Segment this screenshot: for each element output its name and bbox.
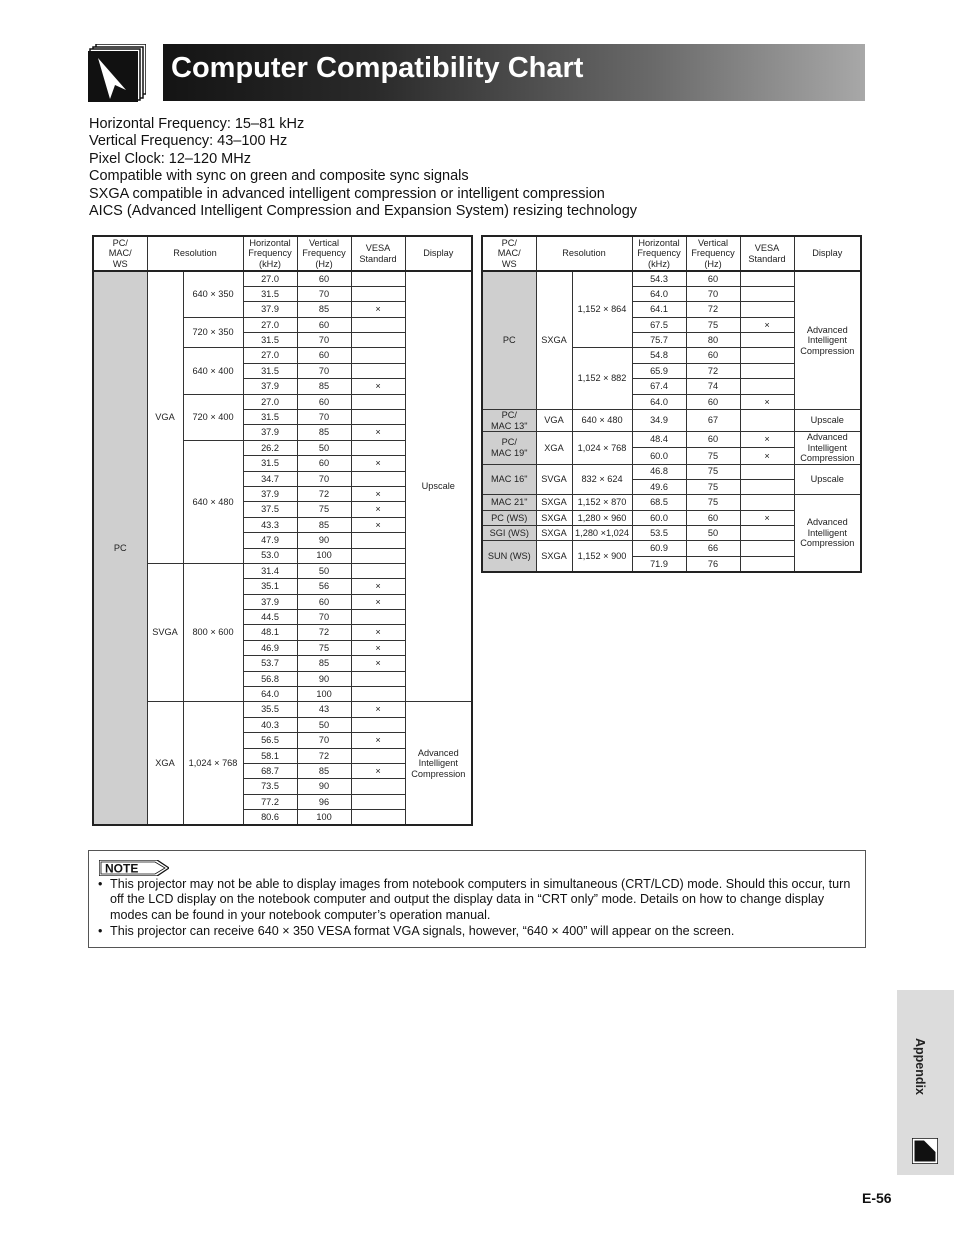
cell-v: 70 [297, 610, 351, 625]
compatibility-table-right [481, 235, 862, 573]
corner-arrow-icon [88, 44, 146, 102]
cell-vesa [740, 556, 794, 571]
cell-vesa [351, 717, 405, 732]
cell-v: 70 [297, 471, 351, 486]
cell-h: 54.3 [632, 271, 686, 286]
cell-v: 96 [297, 794, 351, 809]
cell-h: 31.5 [243, 456, 297, 471]
cell-res: 640 × 350 [183, 271, 243, 317]
cell-h: 37.9 [243, 425, 297, 440]
cell-display: Advanced Intelligent Compression [794, 271, 861, 410]
cell-vesa [351, 548, 405, 563]
note-box [88, 850, 866, 948]
cell-v: 85 [297, 764, 351, 779]
cell-v: 60 [297, 348, 351, 363]
cell-v: 80 [686, 333, 740, 348]
cell-v: 85 [297, 517, 351, 532]
cell-vesa [351, 610, 405, 625]
cell-v: 70 [297, 286, 351, 301]
cell-vesa: × [740, 448, 794, 464]
cell-res: 640 × 400 [183, 348, 243, 394]
cell-display: Advanced Intelligent Compression [794, 495, 861, 572]
cell-vesa: × [351, 456, 405, 471]
cell-display: Upscale [794, 410, 861, 432]
spec-line: AICS (Advanced Intelligent Compression and Expansion System) resizing technology [89, 203, 638, 220]
column-header-vesa: VESA Standard [351, 236, 405, 271]
cell-v: 90 [297, 671, 351, 686]
table-header-row [93, 236, 472, 271]
cell-h: 31.5 [243, 363, 297, 378]
column-header-type: PC/ MAC/ WS [482, 236, 536, 271]
cell-v: 75 [686, 495, 740, 510]
cell-display: Advanced Intelligent Compression [405, 702, 472, 825]
cell-h: 64.0 [243, 687, 297, 702]
cell-vesa [351, 348, 405, 363]
cell-h: 46.9 [243, 640, 297, 655]
corner-arrow-icon [912, 1138, 938, 1164]
cell-v: 100 [297, 810, 351, 825]
cell-vesa [351, 671, 405, 686]
cell-vesa [351, 286, 405, 301]
cell-v: 60 [686, 432, 740, 448]
cell-h: 31.4 [243, 563, 297, 578]
table-header-row [482, 236, 861, 271]
cell-h: 80.6 [243, 810, 297, 825]
cell-res: 800 × 600 [183, 563, 243, 702]
cell-h: 46.8 [632, 464, 686, 479]
cell-vesa: × [351, 764, 405, 779]
cell-vesa [351, 794, 405, 809]
spec-line: SXGA compatible in advanced intelligent compression or intelligent compression [89, 185, 605, 202]
cell-vesa [351, 394, 405, 409]
cell-res: 1,024 × 768 [572, 432, 632, 465]
cell-type: SUN (WS) [482, 541, 536, 572]
table-row [482, 271, 861, 286]
cell-res: 1,024 × 768 [183, 702, 243, 825]
cell-v: 70 [686, 286, 740, 301]
cell-h: 60.0 [632, 448, 686, 464]
cell-v: 72 [686, 363, 740, 378]
cell-vesa: × [351, 302, 405, 317]
cell-res: 720 × 400 [183, 394, 243, 440]
cell-vesa: × [740, 432, 794, 448]
cell-v: 43 [297, 702, 351, 717]
cell-vesa: × [351, 594, 405, 609]
cell-vesa [351, 533, 405, 548]
cell-h: 71.9 [632, 556, 686, 571]
cell-v: 85 [297, 302, 351, 317]
cell-h: 64.0 [632, 286, 686, 301]
cell-class: VGA [536, 410, 572, 432]
cell-vesa [740, 541, 794, 556]
cell-v: 60 [686, 348, 740, 363]
cell-type: PC/ MAC 13" [482, 410, 536, 432]
cell-res: 720 × 350 [183, 317, 243, 348]
column-header-type: PC/ MAC/ WS [93, 236, 147, 271]
column-header-hfreq: Horizontal Frequency (kHz) [632, 236, 686, 271]
compatibility-table-left [92, 235, 473, 826]
cell-v: 50 [297, 440, 351, 455]
cell-h: 47.9 [243, 533, 297, 548]
spec-line: Horizontal Frequency: 15–81 kHz [89, 116, 305, 132]
cell-v: 100 [297, 548, 351, 563]
cell-vesa: × [351, 640, 405, 655]
cell-v: 75 [686, 448, 740, 464]
cell-v: 70 [297, 733, 351, 748]
spec-list [89, 116, 869, 220]
note-text: This projector may not be able to display images from notebook computers in simultaneous (CRT/LCD) mode. Should this occur, turn off the LCD display on the notebook computer and output the display data in “CRT only” mode. Details on how to change display modes can be found in your notebook computer’s operation manual. [110, 877, 851, 922]
note-text: This projector can receive 640 × 350 VESA format VGA signals, however, “640 × 400” will appear on the screen. [110, 924, 735, 939]
cell-v: 60 [686, 271, 740, 286]
cell-v: 90 [297, 779, 351, 794]
cell-type: SGI (WS) [482, 526, 536, 541]
cell-v: 70 [297, 410, 351, 425]
spec-line: Pixel Clock: 12–120 MHz [89, 150, 251, 167]
cell-h: 43.3 [243, 517, 297, 532]
cell-res: 1,152 × 870 [572, 495, 632, 510]
cell-h: 77.2 [243, 794, 297, 809]
cell-v: 50 [297, 717, 351, 732]
cell-res: 832 × 624 [572, 464, 632, 495]
cell-v: 72 [297, 486, 351, 501]
cell-h: 56.5 [243, 733, 297, 748]
cell-v: 67 [686, 410, 740, 432]
cell-h: 31.5 [243, 333, 297, 348]
cell-class: SXGA [536, 541, 572, 572]
cell-h: 58.1 [243, 748, 297, 763]
cell-class: SXGA [536, 271, 572, 410]
column-header-resolution: Resolution [147, 236, 243, 271]
cell-h: 54.8 [632, 348, 686, 363]
cell-res: 640 × 480 [183, 440, 243, 563]
table-row [482, 432, 861, 448]
cell-vesa [351, 563, 405, 578]
side-tab-label: Appendix [913, 1038, 927, 1095]
cell-vesa [351, 748, 405, 763]
cell-vesa: × [740, 317, 794, 332]
cell-h: 60.9 [632, 541, 686, 556]
cell-h: 53.0 [243, 548, 297, 563]
cell-v: 100 [297, 687, 351, 702]
cell-res: 1,152 × 900 [572, 541, 632, 572]
cell-h: 44.5 [243, 610, 297, 625]
cell-vesa [740, 302, 794, 317]
cell-type: PC [93, 271, 147, 825]
cell-vesa [740, 363, 794, 378]
column-header-resolution: Resolution [536, 236, 632, 271]
cell-v: 74 [686, 379, 740, 394]
cell-v: 76 [686, 556, 740, 571]
cell-vesa: × [351, 733, 405, 748]
cell-v: 72 [686, 302, 740, 317]
cell-h: 34.9 [632, 410, 686, 432]
cell-res: 1,152 × 882 [572, 348, 632, 410]
cell-vesa: × [351, 625, 405, 640]
note-badge [99, 860, 169, 876]
bullet: • [98, 924, 103, 939]
cell-vesa: × [740, 510, 794, 525]
cell-h: 27.0 [243, 348, 297, 363]
cell-v: 70 [297, 333, 351, 348]
cell-class: SXGA [536, 526, 572, 541]
cell-vesa: × [351, 486, 405, 501]
cell-vesa [351, 271, 405, 286]
note-item [98, 924, 858, 939]
cell-type: MAC 16" [482, 464, 536, 495]
cell-h: 37.9 [243, 486, 297, 501]
cell-h: 53.5 [632, 526, 686, 541]
column-header-display: Display [794, 236, 861, 271]
cell-h: 48.1 [243, 625, 297, 640]
cell-vesa [740, 479, 794, 494]
table-row [93, 702, 472, 717]
cell-h: 35.1 [243, 579, 297, 594]
cell-v: 60 [297, 271, 351, 286]
table-row [93, 271, 472, 286]
cell-vesa [740, 379, 794, 394]
cell-v: 72 [297, 625, 351, 640]
cell-vesa [740, 286, 794, 301]
cell-v: 70 [297, 363, 351, 378]
cell-class: VGA [147, 271, 183, 563]
cell-h: 37.9 [243, 302, 297, 317]
cell-v: 60 [297, 594, 351, 609]
cell-h: 64.0 [632, 394, 686, 409]
spec-line: Vertical Frequency: 43–100 Hz [89, 133, 288, 150]
cell-v: 75 [686, 479, 740, 494]
cell-vesa: × [351, 425, 405, 440]
column-header-display: Display [405, 236, 472, 271]
cell-h: 27.0 [243, 271, 297, 286]
note-list [98, 877, 858, 941]
cell-h: 65.9 [632, 363, 686, 378]
cell-h: 35.5 [243, 702, 297, 717]
cell-class: SXGA [536, 510, 572, 525]
cell-h: 68.7 [243, 764, 297, 779]
cell-v: 60 [297, 456, 351, 471]
cell-v: 50 [297, 563, 351, 578]
note-item [98, 877, 858, 923]
cell-v: 66 [686, 541, 740, 556]
cell-vesa: × [351, 656, 405, 671]
cell-h: 31.5 [243, 286, 297, 301]
cell-h: 37.5 [243, 502, 297, 517]
cell-type: MAC 21" [482, 495, 536, 510]
cell-h: 27.0 [243, 394, 297, 409]
table-row [482, 464, 861, 479]
cell-v: 85 [297, 425, 351, 440]
cell-res: 1,152 × 864 [572, 271, 632, 348]
cell-h: 37.9 [243, 379, 297, 394]
cell-h: 31.5 [243, 410, 297, 425]
cell-vesa: × [351, 702, 405, 717]
note-badge-label: NOTE [105, 861, 139, 876]
appendix-side-tab [897, 990, 954, 1175]
cell-vesa [740, 526, 794, 541]
cell-class: XGA [536, 432, 572, 465]
cell-vesa [740, 271, 794, 286]
cell-class: XGA [147, 702, 183, 825]
column-header-vfreq: Vertical Frequency (Hz) [686, 236, 740, 271]
cell-h: 56.8 [243, 671, 297, 686]
cell-class: SVGA [147, 563, 183, 702]
cell-v: 85 [297, 379, 351, 394]
cell-res: 640 × 480 [572, 410, 632, 432]
cell-type: PC/ MAC 19" [482, 432, 536, 465]
cell-vesa [351, 810, 405, 825]
cell-vesa [351, 363, 405, 378]
cell-v: 75 [297, 502, 351, 517]
cell-res: 1,280 ×1,024 [572, 526, 632, 541]
cell-vesa [351, 317, 405, 332]
cell-class: SXGA [536, 495, 572, 510]
cell-vesa [740, 333, 794, 348]
cell-vesa [351, 471, 405, 486]
cell-h: 48.4 [632, 432, 686, 448]
cell-vesa [351, 440, 405, 455]
title-bar [163, 44, 865, 101]
cell-h: 68.5 [632, 495, 686, 510]
cell-vesa [351, 333, 405, 348]
cell-display: Advanced Intelligent Compression [794, 432, 861, 465]
cell-h: 67.5 [632, 317, 686, 332]
cell-h: 40.3 [243, 717, 297, 732]
column-header-vfreq: Vertical Frequency (Hz) [297, 236, 351, 271]
cell-v: 50 [686, 526, 740, 541]
column-header-hfreq: Horizontal Frequency (kHz) [243, 236, 297, 271]
cell-v: 85 [297, 656, 351, 671]
cell-h: 37.9 [243, 594, 297, 609]
table-row [482, 495, 861, 510]
cell-vesa [740, 495, 794, 510]
cell-vesa: × [351, 379, 405, 394]
cell-class: SVGA [536, 464, 572, 495]
cell-v: 60 [297, 394, 351, 409]
cell-type: PC [482, 271, 536, 410]
cell-vesa [740, 464, 794, 479]
cell-type: PC (WS) [482, 510, 536, 525]
page-title: Computer Compatibility Chart [171, 52, 584, 84]
cell-h: 34.7 [243, 471, 297, 486]
cell-display: Upscale [405, 271, 472, 702]
cell-h: 27.0 [243, 317, 297, 332]
cell-v: 60 [297, 317, 351, 332]
cell-vesa: × [351, 517, 405, 532]
cell-v: 75 [297, 640, 351, 655]
bullet: • [98, 877, 103, 891]
cell-v: 90 [297, 533, 351, 548]
column-header-vesa: VESA Standard [740, 236, 794, 271]
cell-res: 1,280 × 960 [572, 510, 632, 525]
cell-h: 75.7 [632, 333, 686, 348]
cell-display: Upscale [794, 464, 861, 495]
cell-vesa [351, 687, 405, 702]
table-row [482, 410, 861, 432]
cell-vesa: × [740, 394, 794, 409]
cell-v: 60 [686, 510, 740, 525]
cell-h: 53.7 [243, 656, 297, 671]
cell-vesa [740, 348, 794, 363]
cell-h: 49.6 [632, 479, 686, 494]
cell-h: 26.2 [243, 440, 297, 455]
cell-v: 72 [297, 748, 351, 763]
cell-v: 75 [686, 464, 740, 479]
cell-h: 64.1 [632, 302, 686, 317]
cell-h: 60.0 [632, 510, 686, 525]
cell-vesa [740, 410, 794, 432]
cell-h: 73.5 [243, 779, 297, 794]
cell-vesa [351, 410, 405, 425]
cell-vesa: × [351, 502, 405, 517]
page-number: E-56 [862, 1190, 892, 1206]
cell-v: 75 [686, 317, 740, 332]
cell-v: 60 [686, 394, 740, 409]
cell-h: 67.4 [632, 379, 686, 394]
cell-vesa: × [351, 579, 405, 594]
cell-vesa [351, 779, 405, 794]
cell-v: 56 [297, 579, 351, 594]
spec-line: Compatible with sync on green and composite sync signals [89, 168, 469, 185]
